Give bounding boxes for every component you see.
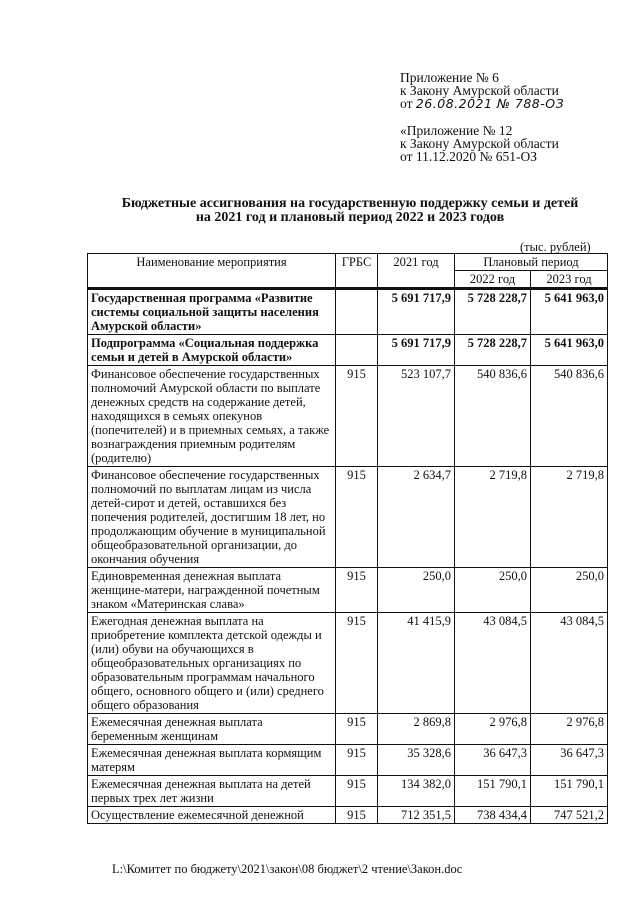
cell-2023: 151 790,1 [531, 776, 608, 807]
table-row [88, 745, 608, 776]
title-line-1: Бюджетные ассигнования на государственную поддержку семьи и детей [121, 196, 579, 211]
cell-2022: 5 728 228,7 [455, 335, 531, 366]
appendix-date [400, 97, 636, 110]
appendix-law: к Закону Амурской области [400, 83, 559, 98]
appendix-ref-law: к Закону Амурской области [400, 136, 559, 151]
table-row [88, 467, 608, 568]
header-2023: 2023 год [531, 271, 608, 289]
table-row [88, 714, 608, 745]
cell-2021: 523 107,7 [378, 366, 455, 467]
cell-name: Подпрограмма «Социальная поддержка семьи и детей в Амурской области» [88, 335, 336, 366]
cell-2021: 2 869,8 [378, 714, 455, 745]
cell-2021: 250,0 [378, 568, 455, 613]
appendix-reference [400, 124, 636, 163]
cell-2021: 5 691 717,9 [378, 335, 455, 366]
cell-2023: 747 521,2 [531, 807, 608, 824]
appendix-date-prefix: от [400, 96, 413, 111]
cell-name: Осуществление ежемесячной денежной [88, 807, 336, 824]
cell-2021: 41 415,9 [378, 613, 455, 714]
cell-2023: 43 084,5 [531, 613, 608, 714]
cell-name: Ежегодная денежная выплата на приобретение комплекта детской одежды и (или) обуви на обучающихся в общеобразовательных организациях по образовательным программам начального общего, основного общего и (или) среднего общего образования [88, 613, 336, 714]
cell-2022: 2 719,8 [455, 467, 531, 568]
units-label: (тыс. рублей) [520, 240, 591, 254]
cell-2023: 5 641 963,0 [531, 335, 608, 366]
cell-2022: 540 836,6 [455, 366, 531, 467]
budget-table [87, 253, 608, 824]
table-row [88, 335, 608, 366]
cell-2021: 2 634,7 [378, 467, 455, 568]
cell-2022: 5 728 228,7 [455, 290, 531, 335]
cell-2022: 151 790,1 [455, 776, 531, 807]
cell-grbs: 915 [336, 745, 378, 776]
cell-name: Единовременная денежная выплата женщине-матери, награжденной почетным знаком «Материнская слава» [88, 568, 336, 613]
cell-2022: 738 434,4 [455, 807, 531, 824]
appendix-header [400, 71, 636, 110]
cell-2023: 250,0 [531, 568, 608, 613]
cell-2022: 2 976,8 [455, 714, 531, 745]
cell-name: Финансовое обеспечение государственных полномочий по выплатам лицам из числа детей-сирот и детей, оставшихся без попечения родителей, достигшим 18 лет, но продолжающим обучение в муниципальной общеобразовательной организации, до окончания обучения [88, 467, 336, 568]
table-row [88, 807, 608, 824]
cell-grbs: 915 [336, 366, 378, 467]
appendix-ref-number: «Приложение № 12 [400, 123, 513, 138]
header-planned: Плановый период [455, 254, 608, 271]
cell-2021: 134 382,0 [378, 776, 455, 807]
cell-2023: 2 976,8 [531, 714, 608, 745]
cell-grbs [336, 335, 378, 366]
table-body [88, 288, 608, 824]
cell-2021: 712 351,5 [378, 807, 455, 824]
header-row [88, 254, 608, 271]
cell-name: Финансовое обеспечение государственных полномочий Амурской области по выплате денежных средств на содержание детей, находящихся в семьях опекунов (попечителей) и в приемных семьях, а также вознаграждения приемным родителям (родителю) [88, 366, 336, 467]
cell-name: Государственная программа «Развитие системы социальной защиты населения Амурской области» [88, 290, 336, 335]
cell-grbs: 915 [336, 568, 378, 613]
table-row [88, 568, 608, 613]
header-2022: 2022 год [455, 271, 531, 289]
cell-2022: 36 647,3 [455, 745, 531, 776]
cell-grbs: 915 [336, 807, 378, 824]
table-row [88, 776, 608, 807]
cell-2021: 5 691 717,9 [378, 290, 455, 335]
cell-2021: 35 328,6 [378, 745, 455, 776]
header-grbs: ГРБС [336, 254, 378, 289]
table-row [88, 290, 608, 335]
cell-grbs: 915 [336, 714, 378, 745]
appendix-ref-date: от 11.12.2020 № 651-ОЗ [400, 149, 537, 164]
cell-2023: 2 719,8 [531, 467, 608, 568]
cell-grbs: 915 [336, 613, 378, 714]
cell-2023: 36 647,3 [531, 745, 608, 776]
cell-name: Ежемесячная денежная выплата беременным женщинам [88, 714, 336, 745]
cell-name: Ежемесячная денежная выплата кормящим матерям [88, 745, 336, 776]
file-path-footer: L:\Комитет по бюджету\2021\закон\08 бюджет\2 чтение\Закон.doc [112, 862, 463, 876]
cell-name: Ежемесячная денежная выплата на детей первых трех лет жизни [88, 776, 336, 807]
table-row [88, 613, 608, 714]
table-row [88, 366, 608, 467]
header-2021: 2021 год [378, 254, 455, 289]
header-name: Наименование мероприятия [88, 254, 336, 289]
cell-2023: 5 641 963,0 [531, 290, 608, 335]
cell-grbs [336, 290, 378, 335]
cell-grbs: 915 [336, 776, 378, 807]
cell-2022: 250,0 [455, 568, 531, 613]
cell-grbs: 915 [336, 467, 378, 568]
document-title [90, 197, 610, 225]
title-line-2: на 2021 год и плановый период 2022 и 2023 годов [195, 210, 505, 225]
appendix-number: Приложение № 6 [400, 70, 499, 85]
cell-2022: 43 084,5 [455, 613, 531, 714]
handwritten-date: 26.08.2021 № 788-ОЗ [415, 96, 565, 111]
cell-2023: 540 836,6 [531, 366, 608, 467]
